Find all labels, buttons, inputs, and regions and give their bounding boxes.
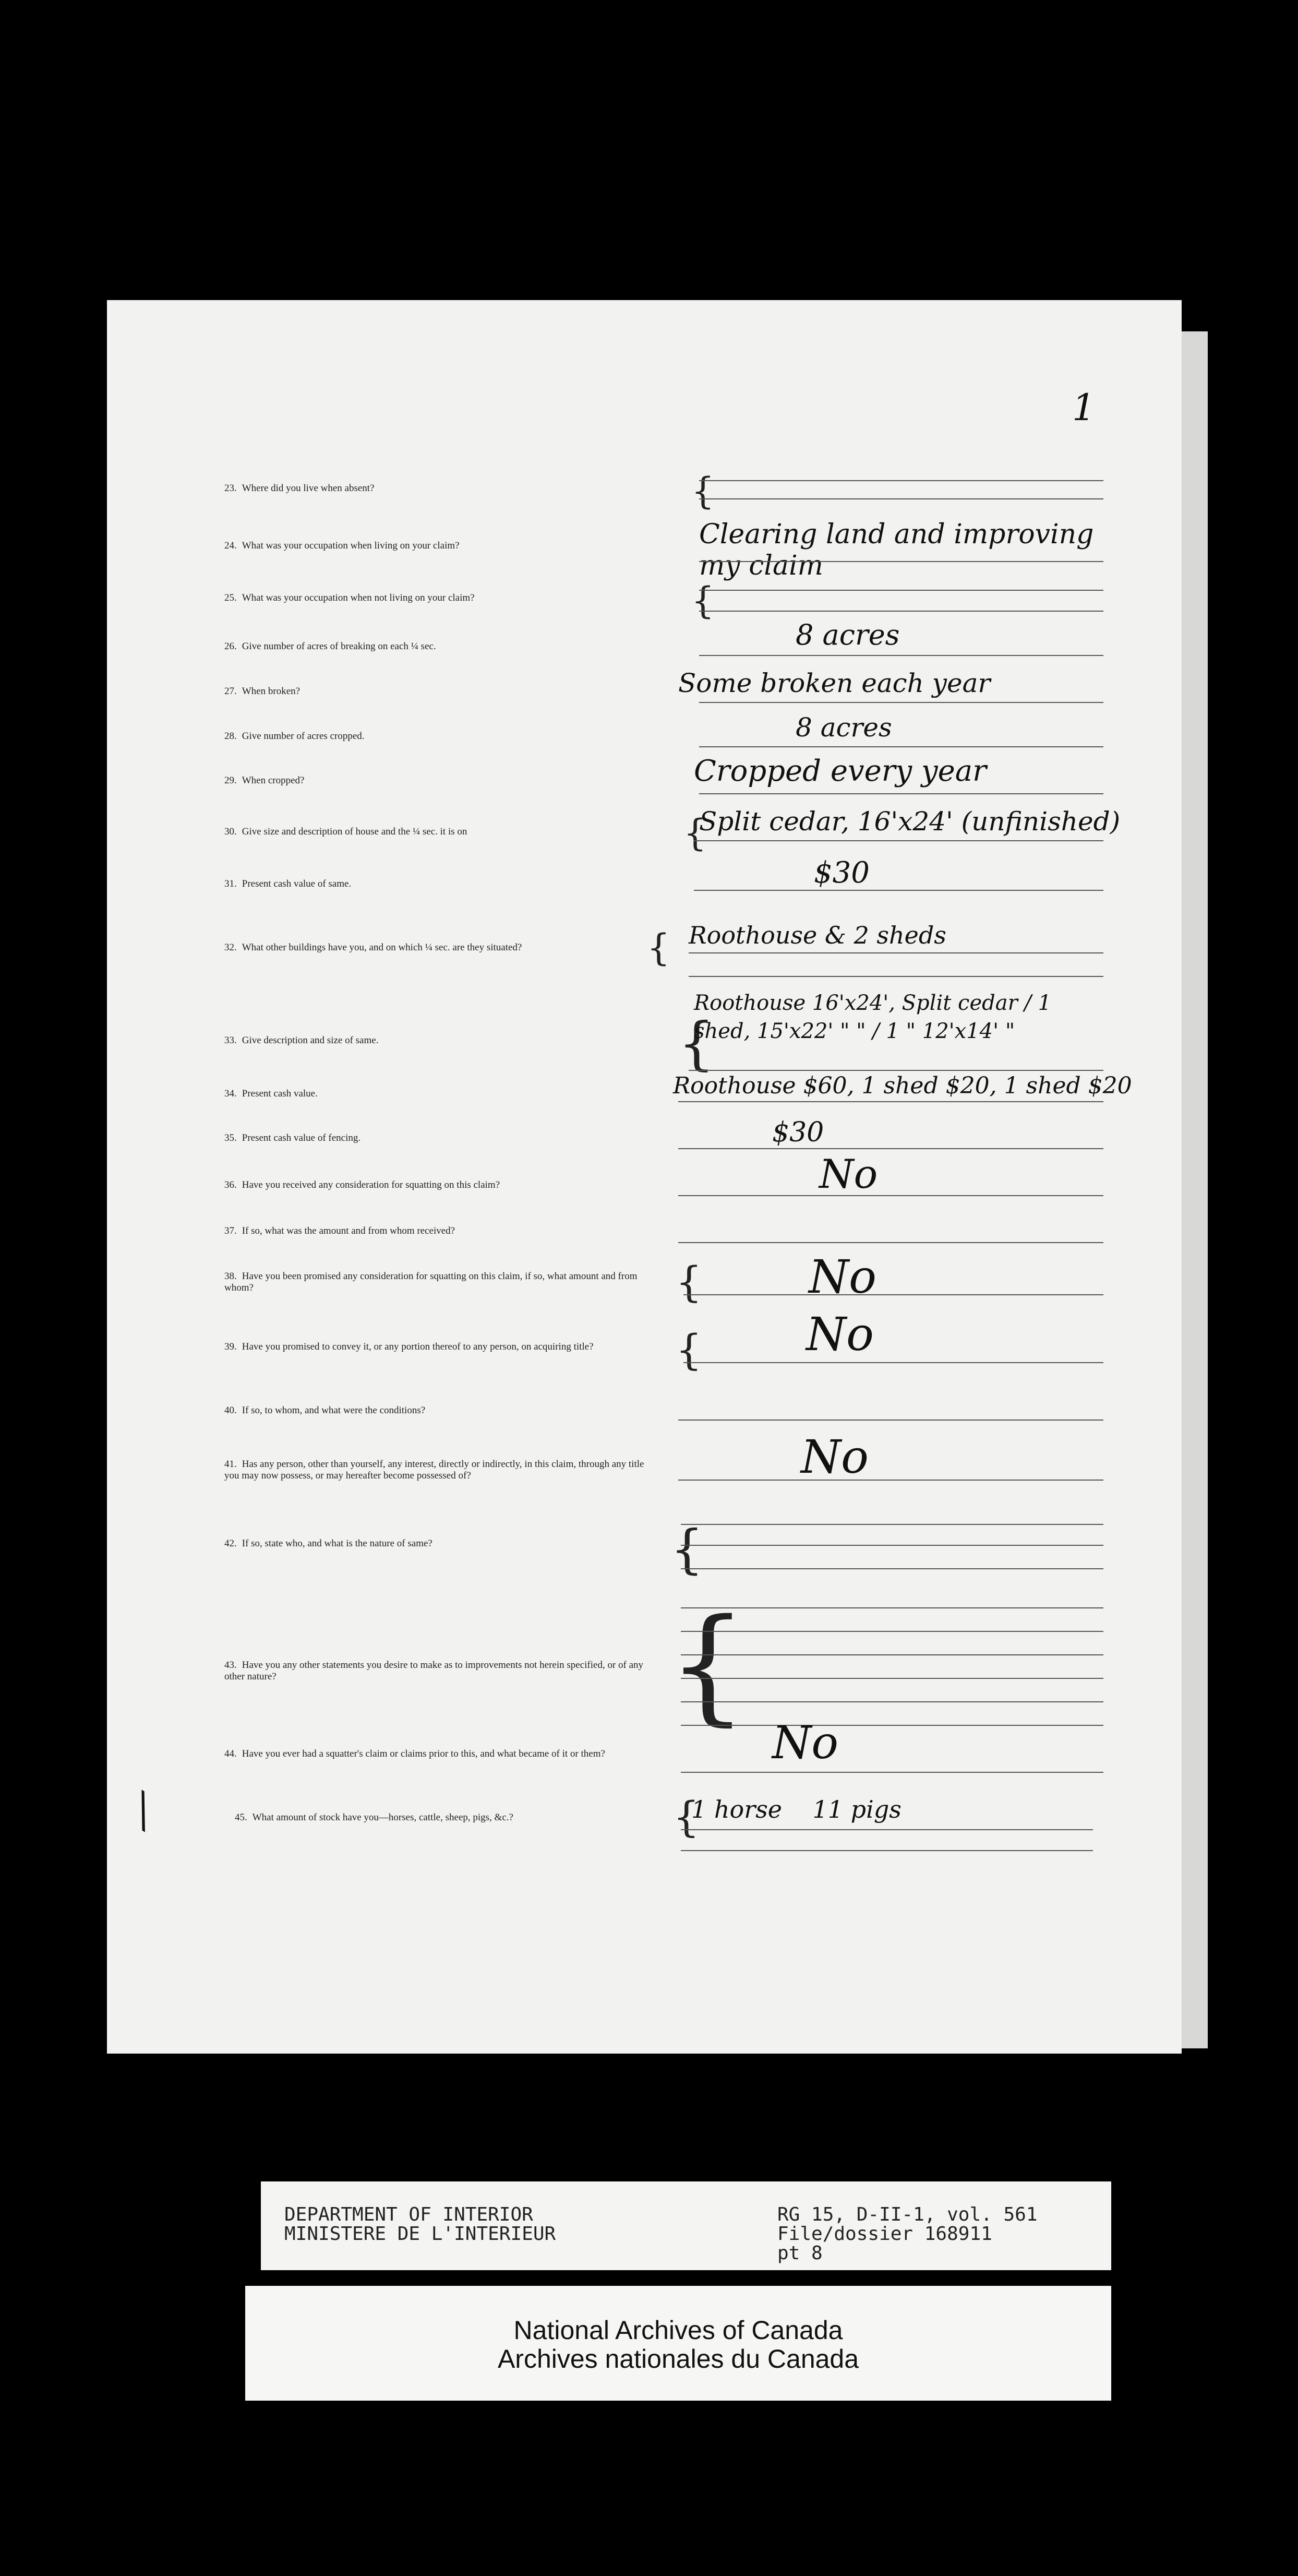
- answer-line: [681, 1545, 1103, 1546]
- question-34: 34. Present cash value.: [224, 1088, 318, 1099]
- brace-39: {: [676, 1326, 702, 1374]
- question-27: 27. When broken?: [224, 686, 301, 697]
- answer-line: [699, 561, 1103, 562]
- question-38: 38. Have you been promised any consideration for squatting on this claim, if so, what amount and from whom?: [224, 1271, 638, 1293]
- answer-line: [681, 1654, 1103, 1655]
- archive-name-en: National Archives of Canada: [513, 2316, 843, 2345]
- answer-45: 1 horse 11 pigs: [691, 1795, 902, 1823]
- answer-32: Roothouse & 2 sheds: [689, 921, 946, 949]
- question-41: 41. Has any person, other than yourself, any interest, directly or indirectly, in this claim, through any title you may now possess, or may hereafter become possessed of?: [224, 1459, 644, 1481]
- answer-line: [681, 1524, 1103, 1525]
- question-32: 32. What other buildings have you, and on which ¼ sec. are they situated?: [224, 942, 522, 953]
- question-44: 44. Have you ever had a squatter's claim or claims prior to this, and what became of it or them?: [224, 1748, 605, 1759]
- answer-44: No: [772, 1717, 839, 1769]
- answer-line: [689, 976, 1103, 977]
- answer-line: [681, 1772, 1103, 1773]
- answer-35: $30: [772, 1117, 824, 1148]
- department-en: DEPARTMENT OF INTERIOR: [284, 2204, 533, 2225]
- answer-line: [681, 1725, 1103, 1726]
- question-36: 36. Have you received any consideration for squatting on this claim?: [224, 1179, 500, 1190]
- brace-30: {: [683, 812, 707, 854]
- brace-32: {: [647, 926, 670, 969]
- answer-31: $30: [814, 856, 870, 890]
- question-35: 35. Present cash value of fencing.: [224, 1132, 361, 1143]
- answer-line: [699, 611, 1103, 612]
- page-number: 1: [1072, 386, 1096, 429]
- answer-line: [699, 480, 1103, 481]
- reference-line-2: File/dossier 168911: [777, 2223, 992, 2245]
- reference-line-1: RG 15, D-II-1, vol. 561: [777, 2204, 1038, 2225]
- question-45: 45. What amount of stock have you—horses, cattle, sheep, pigs, &c.?: [235, 1812, 513, 1823]
- archive-name-fr: Archives nationales du Canada: [497, 2344, 859, 2374]
- answer-30: Split cedar, 16'x24' (unfinished): [699, 806, 1121, 837]
- brace-25: {: [691, 579, 715, 622]
- question-37: 37. If so, what was the amount and from whom received?: [224, 1225, 455, 1236]
- answer-27: Some broken each year: [678, 668, 991, 698]
- question-33: 33. Give description and size of same.: [224, 1035, 379, 1046]
- question-39: 39. Have you promised to convey it, or any portion thereof to any person, on acquiring title?: [224, 1341, 594, 1352]
- question-24: 24. What was your occupation when living on your claim?: [224, 540, 460, 551]
- answer-line: [699, 498, 1103, 499]
- department-fr: MINISTERE DE L'INTERIEUR: [284, 2223, 556, 2245]
- answer-line: [694, 890, 1103, 891]
- answer-line: [694, 840, 1103, 841]
- answer-line: [678, 1242, 1103, 1243]
- brace-42: {: [670, 1519, 704, 1580]
- pen-mark: ⟍: [111, 1778, 167, 1842]
- answer-33: Roothouse 16'x24', Split cedar / 1 shed, 15'x22' " " / 1 " 12'x14' ": [694, 991, 1052, 1043]
- question-29: 29. When cropped?: [224, 775, 305, 786]
- answer-line: [681, 1829, 1093, 1830]
- answer-34: Roothouse $60, 1 shed $20, 1 shed $20: [673, 1072, 1132, 1099]
- answer-line: [699, 702, 1103, 703]
- answer-line: [678, 1480, 1103, 1481]
- answer-line: [678, 1195, 1103, 1196]
- question-26: 26. Give number of acres of breaking on each ¼ sec.: [224, 641, 436, 652]
- answer-36: No: [819, 1151, 878, 1197]
- question-28: 28. Give number of acres cropped.: [224, 731, 365, 742]
- brace-23: {: [691, 470, 715, 512]
- question-40: 40. If so, to whom, and what were the conditions?: [224, 1405, 426, 1416]
- answer-line: [681, 1678, 1103, 1679]
- answer-28: 8 acres: [796, 712, 892, 743]
- answer-line: [689, 1070, 1103, 1071]
- answer-line: [681, 1631, 1103, 1632]
- answer-line: [678, 1101, 1103, 1102]
- answer-29: Cropped every year: [694, 754, 987, 788]
- brace-38: {: [676, 1258, 702, 1306]
- question-23: 23. Where did you live when absent?: [224, 483, 375, 494]
- question-31: 31. Present cash value of same.: [224, 878, 352, 889]
- answer-line: [681, 1850, 1093, 1851]
- reference-line-3: pt 8: [777, 2243, 823, 2264]
- answer-26: 8 acres: [796, 618, 900, 651]
- question-30: 30. Give size and description of house and the ¼ sec. it is on: [224, 826, 467, 837]
- answer-line: [699, 746, 1103, 747]
- answer-line: [683, 1362, 1103, 1363]
- brace-33: {: [678, 1010, 715, 1077]
- question-25: 25. What was your occupation when not living on your claim?: [224, 592, 475, 603]
- answer-41: No: [801, 1430, 869, 1484]
- brace-45: {: [673, 1793, 700, 1841]
- question-43: 43. Have you any other statements you desire to make as to improvements not herein specified, or of any other nature?: [224, 1660, 644, 1682]
- answer-line: [699, 655, 1103, 656]
- answer-line: [689, 952, 1103, 953]
- answer-line: [699, 590, 1103, 591]
- answer-line: [683, 1294, 1103, 1295]
- brace-43: {: [668, 1592, 748, 1738]
- answer-line: [681, 1701, 1103, 1702]
- answer-line: [681, 1607, 1103, 1608]
- answer-24: Clearing land and improving my claim: [699, 519, 1094, 581]
- question-42: 42. If so, state who, and what is the nature of same?: [224, 1538, 432, 1549]
- answer-39: No: [806, 1307, 874, 1361]
- answer-line: [699, 793, 1103, 794]
- answer-line: [678, 1420, 1103, 1421]
- answer-line: [681, 1568, 1103, 1569]
- answer-38: No: [809, 1250, 876, 1304]
- answer-line: [678, 1148, 1103, 1149]
